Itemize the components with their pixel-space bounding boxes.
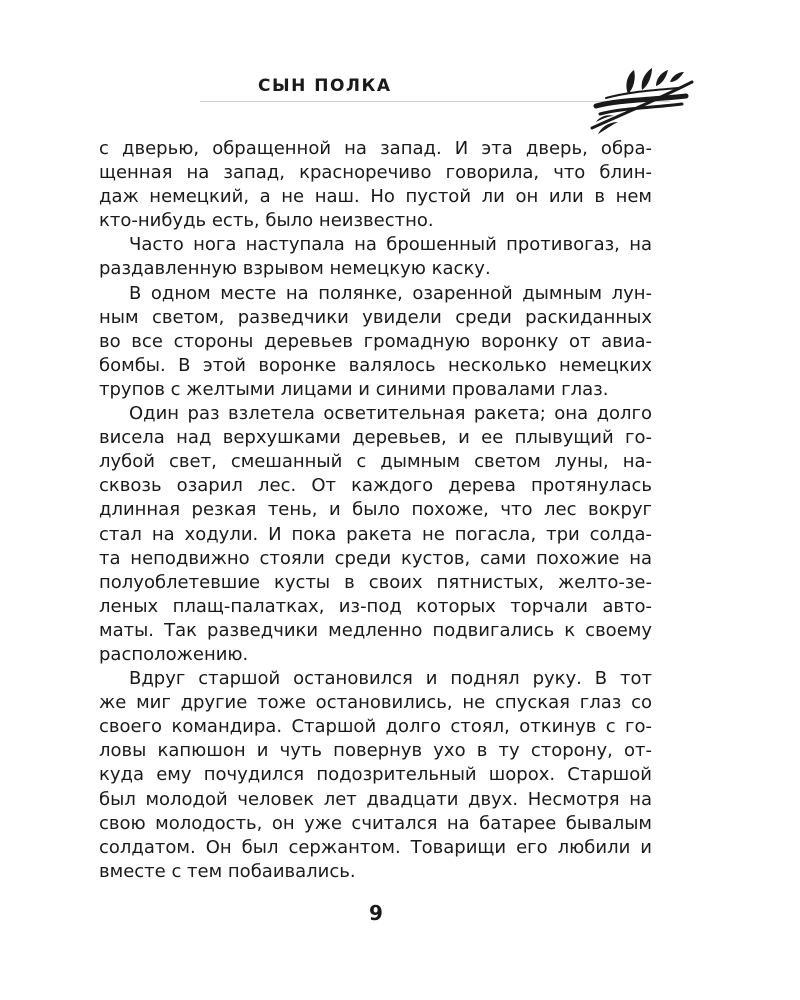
text-line: стал на ходули. И пока ракета не погасла, три солда-	[99, 523, 652, 545]
text-line: висела над верхушками деревьев, и ее плывущий го-	[99, 427, 652, 449]
text-line: длинная резкая тень, и было похоже, что лес вокруг	[99, 499, 652, 521]
text-line: был молодой человек лет двадцати двух. Несмотря на	[99, 788, 652, 810]
text-line: леных плащ-палатках, из-под которых торчали авто-	[99, 595, 652, 617]
laurel-branch-icon	[588, 66, 698, 136]
text-line: куда ему почудился подозрительный шорох. Старшой	[99, 764, 652, 786]
text-line: щенная на запад, красноречиво говорила, что блин-	[99, 162, 652, 184]
text-line: вместе с тем побаивались.	[99, 860, 356, 882]
text-line: кто-нибудь есть, было неизвестно.	[99, 210, 434, 232]
text-line: маты. Так разведчики медленно подвигались к своему	[99, 619, 652, 641]
book-title: СЫН ПОЛКА	[258, 76, 392, 96]
text-line: полуоблетевшие кусты в своих пятнистых, желто-зе-	[99, 571, 652, 593]
text-line: своего командира. Старшой долго стоял, откинув с го-	[99, 716, 652, 738]
text-line: Часто нога наступала на брошенный противогаз, на	[129, 234, 652, 256]
text-line: лубой свет, смешанный с дымным светом луны, на-	[99, 451, 652, 473]
text-line: та неподвижно стояли среди кустов, сами похожие на	[99, 547, 652, 569]
text-line: раздавленную взрывом немецкую каску.	[99, 258, 491, 280]
page-number: 9	[369, 901, 383, 925]
text-line: В одном месте на полянке, озаренной дымным лун-	[129, 282, 652, 304]
text-line: свою молодость, он уже считался на батарее бывалым	[99, 812, 652, 834]
text-line: же миг другие тоже остановились, не спуская глаз со	[99, 692, 652, 714]
text-line: расположению.	[99, 643, 249, 665]
running-head	[0, 0, 800, 130]
text-line: ным светом, разведчики увидели среди раскиданных	[99, 306, 652, 328]
text-line: даж немецкий, а не наш. Но пустой ли он или в нем	[99, 186, 652, 208]
text-line: Вдруг старшой остановился и поднял руку. В тот	[129, 668, 652, 690]
text-line: Один раз взлетела осветительная ракета; она долго	[129, 403, 652, 425]
page-body-text	[99, 137, 652, 884]
text-line: с дверью, обращенной на запад. И эта дверь, обра-	[99, 138, 652, 159]
text-line: во все стороны деревьев громадную воронку от авиа-	[99, 330, 652, 352]
text-line: бомбы. В этой воронке валялось несколько немецких	[99, 354, 652, 376]
text-line: ловы капюшон и чуть повернув ухо в ту сторону, от-	[99, 740, 652, 762]
text-line: трупов с желтыми лицами и синими провалами глаз.	[99, 378, 609, 400]
text-line: сквозь озарил лес. От каждого дерева протянулась	[99, 475, 652, 497]
text-line: солдатом. Он был сержантом. Товарищи его любили и	[99, 836, 652, 858]
